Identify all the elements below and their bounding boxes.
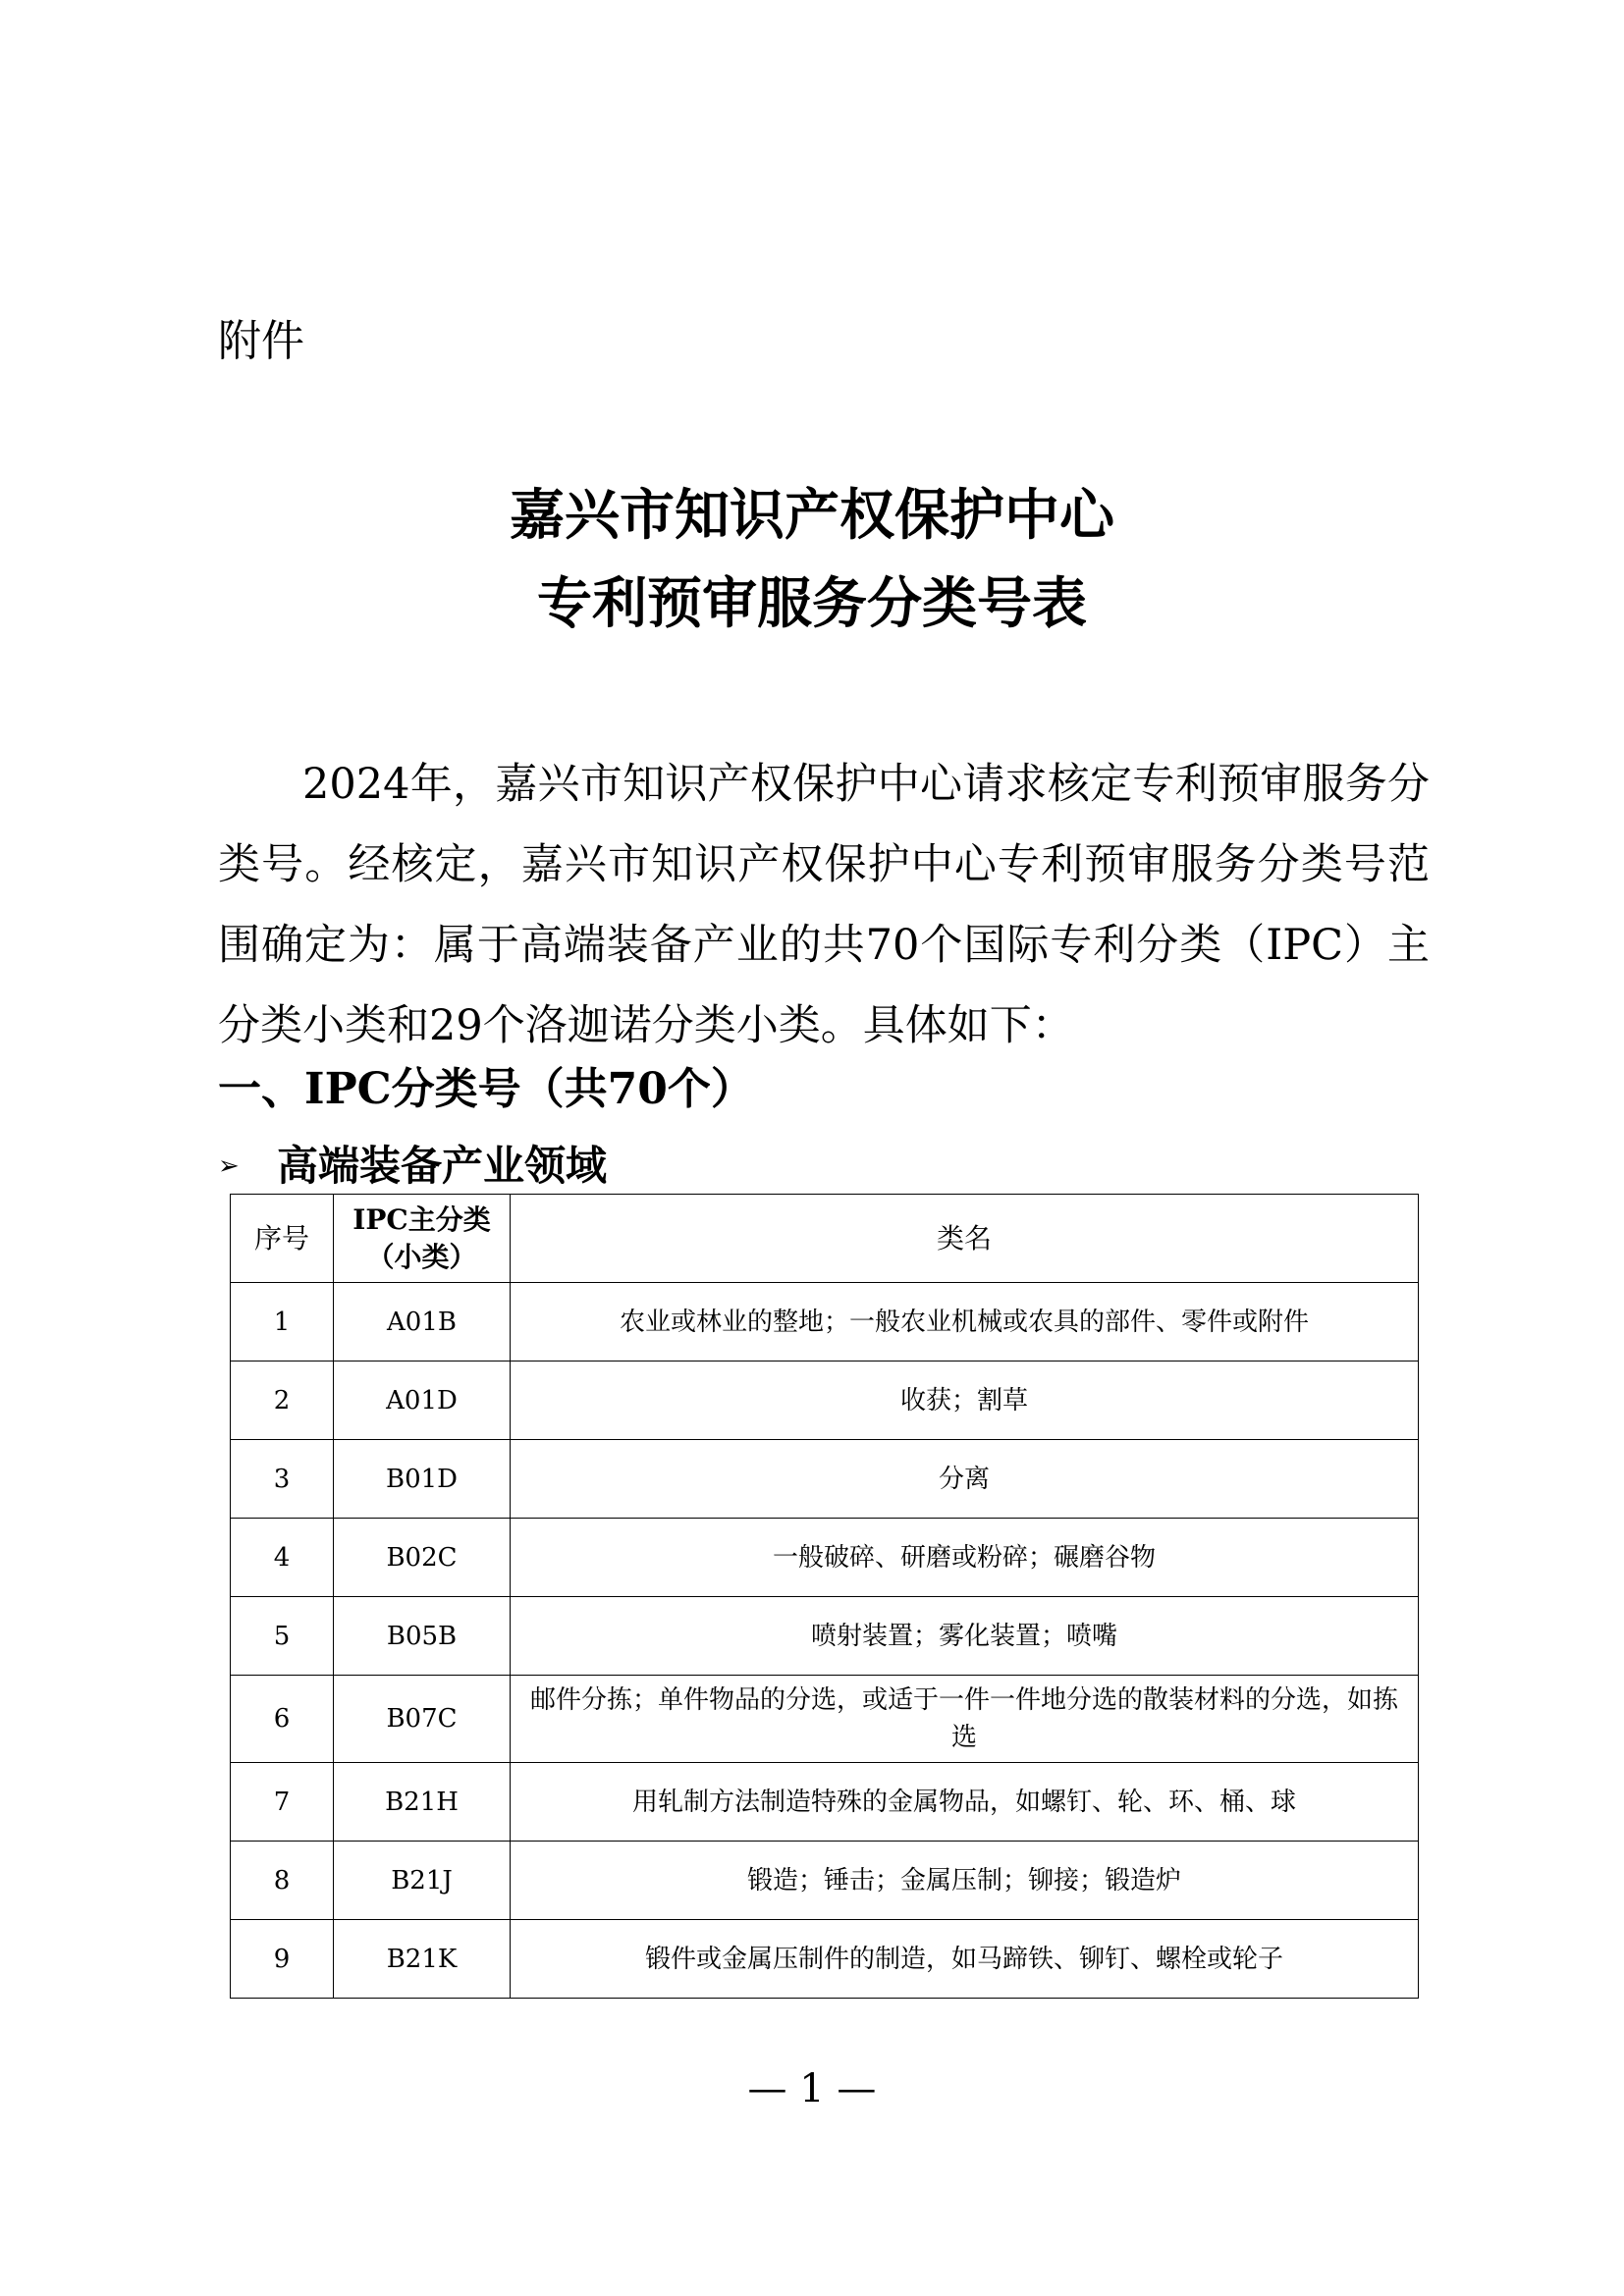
row-class-name: 一般破碎、研磨或粉碎；碾磨谷物 (511, 1519, 1419, 1597)
row-ipc-code: A01B (334, 1283, 511, 1362)
row-index: 6 (231, 1676, 334, 1763)
table-row (231, 1842, 1419, 1920)
ipc-classification-table (230, 1194, 1419, 1999)
subsection-heading (218, 1137, 607, 1196)
table-row (231, 1676, 1419, 1763)
page-number: — 1 — (747, 2066, 877, 2111)
section-heading: 一、IPC分类号（共70个） (218, 1064, 754, 1114)
table-row (231, 1283, 1419, 1362)
row-ipc-code: B21J (334, 1842, 511, 1920)
row-class-name: 邮件分拣；单件物品的分选，或适于一件一件地分选的散装材料的分选，如拣选 (511, 1676, 1419, 1763)
intro-paragraph: 2024年，嘉兴市知识产权保护中心请求核定专利预审服务分类号。经核定，嘉兴市知识产权保护中心专利预审服务分类号范围确定为：属于高端装备产业的共70个国际专利分类（IPC）主分类小类和29个洛迦诺分类小类。具体如下： (218, 760, 1430, 1050)
row-class-name: 农业或林业的整地；一般农业机械或农具的部件、零件或附件 (511, 1283, 1419, 1362)
attachment-label: 附件 (218, 316, 304, 366)
document-title-line1: 嘉兴市知识产权保护中心 (510, 483, 1114, 548)
row-class-name: 用轧制方法制造特殊的金属物品，如螺钉、轮、环、桶、球 (511, 1763, 1419, 1842)
row-index: 1 (231, 1283, 334, 1362)
row-class-name: 锻件或金属压制件的制造，如马蹄铁、铆钉、螺栓或轮子 (511, 1920, 1419, 1999)
row-class-name: 锻造；锤击；金属压制；铆接；锻造炉 (511, 1842, 1419, 1920)
table-row (231, 1362, 1419, 1440)
row-ipc-code: B02C (334, 1519, 511, 1597)
row-index: 3 (231, 1440, 334, 1519)
table-row (231, 1519, 1419, 1597)
header-index: 序号 (231, 1195, 334, 1283)
table-header-row (231, 1195, 1419, 1283)
header-ipc-code: IPC主分类（小类） (334, 1195, 511, 1283)
row-index: 4 (231, 1519, 334, 1597)
row-index: 2 (231, 1362, 334, 1440)
row-ipc-code: B21H (334, 1763, 511, 1842)
row-class-name: 喷射装置；雾化装置；喷嘴 (511, 1597, 1419, 1676)
subsection-label: 高端装备产业领域 (277, 1142, 608, 1190)
row-ipc-code: B05B (334, 1597, 511, 1676)
row-ipc-code: B01D (334, 1440, 511, 1519)
row-index: 5 (231, 1597, 334, 1676)
header-class-name: 类名 (511, 1195, 1419, 1283)
row-index: 7 (231, 1763, 334, 1842)
table-row (231, 1763, 1419, 1842)
table-row (231, 1920, 1419, 1999)
table-row (231, 1440, 1419, 1519)
document-title-line2: 专利预审服务分类号表 (537, 571, 1087, 636)
table-row (231, 1597, 1419, 1676)
row-index: 8 (231, 1842, 334, 1920)
row-index: 9 (231, 1920, 334, 1999)
row-class-name: 收获；割草 (511, 1362, 1419, 1440)
row-ipc-code: B07C (334, 1676, 511, 1763)
arrow-bullet-icon: ➢ (218, 1151, 240, 1181)
row-class-name: 分离 (511, 1440, 1419, 1519)
row-ipc-code: A01D (334, 1362, 511, 1440)
row-ipc-code: B21K (334, 1920, 511, 1999)
